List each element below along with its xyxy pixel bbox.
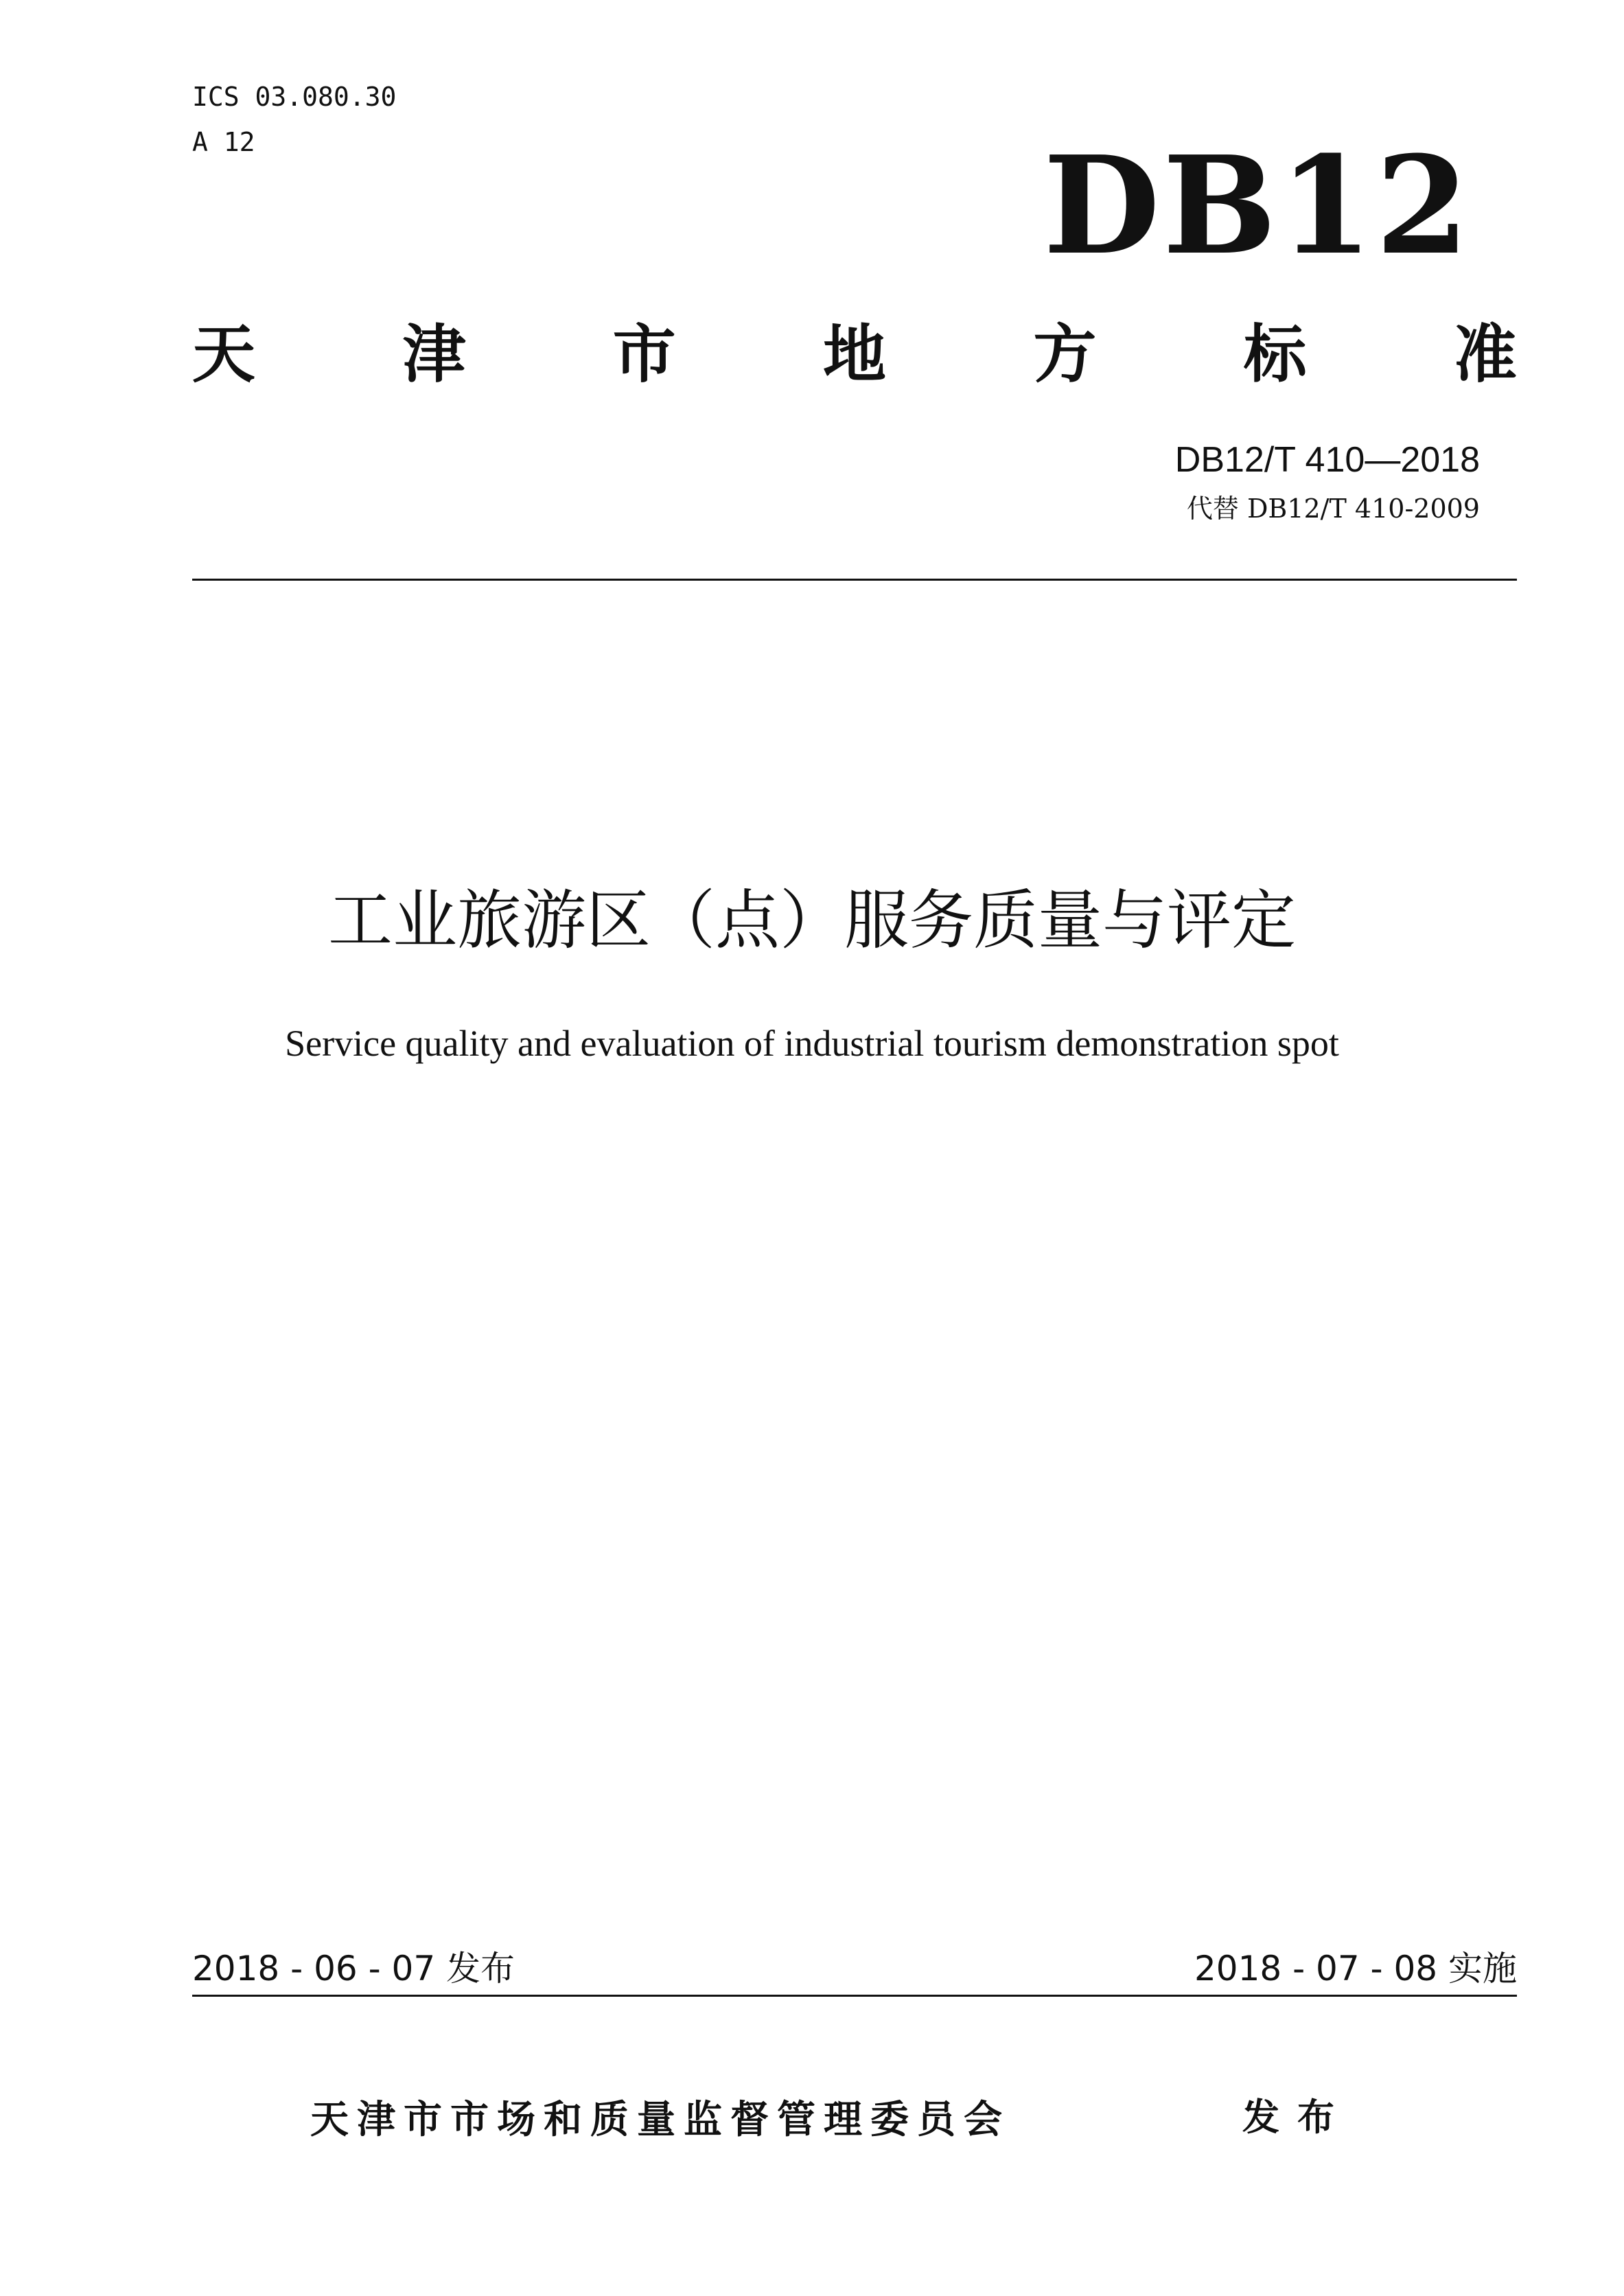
standard-type-title [192,317,1517,393]
bottom-divider [192,1995,1517,1997]
standard-number: DB12/T 410—2018 [1174,440,1480,480]
standard-type-char: 市 [612,318,676,391]
standard-mark: DB12 [1043,127,1472,285]
document-title-en: Service quality and evaluation of industrial tourism demonstration spot [285,1023,1339,1064]
standard-type-char: 方 [1033,318,1097,391]
issuing-authority: 天津市市场和质量监督管理委员会 [310,2098,1010,2142]
implementation-date: 2018 - 07 - 08 实施 [1194,1949,1517,1988]
standard-type-char: 准 [1453,318,1517,391]
ics-code: ICS 03.080.30 [192,82,397,112]
issue-date: 2018 - 06 - 07 发布 [192,1949,515,1988]
standard-type-char: 天 [192,318,256,391]
ccs-code: A 12 [192,127,255,157]
standard-type-char: 地 [822,318,886,391]
issued-label: 发布 [1242,2096,1352,2139]
replaces-standard: 代替 DB12/T 410-2009 [1186,494,1480,524]
document-title-cn: 工业旅游区（点）服务质量与评定 [327,883,1296,958]
standard-type-char: 津 [402,318,466,391]
top-divider [192,579,1517,581]
standard-type-char: 标 [1243,318,1307,391]
